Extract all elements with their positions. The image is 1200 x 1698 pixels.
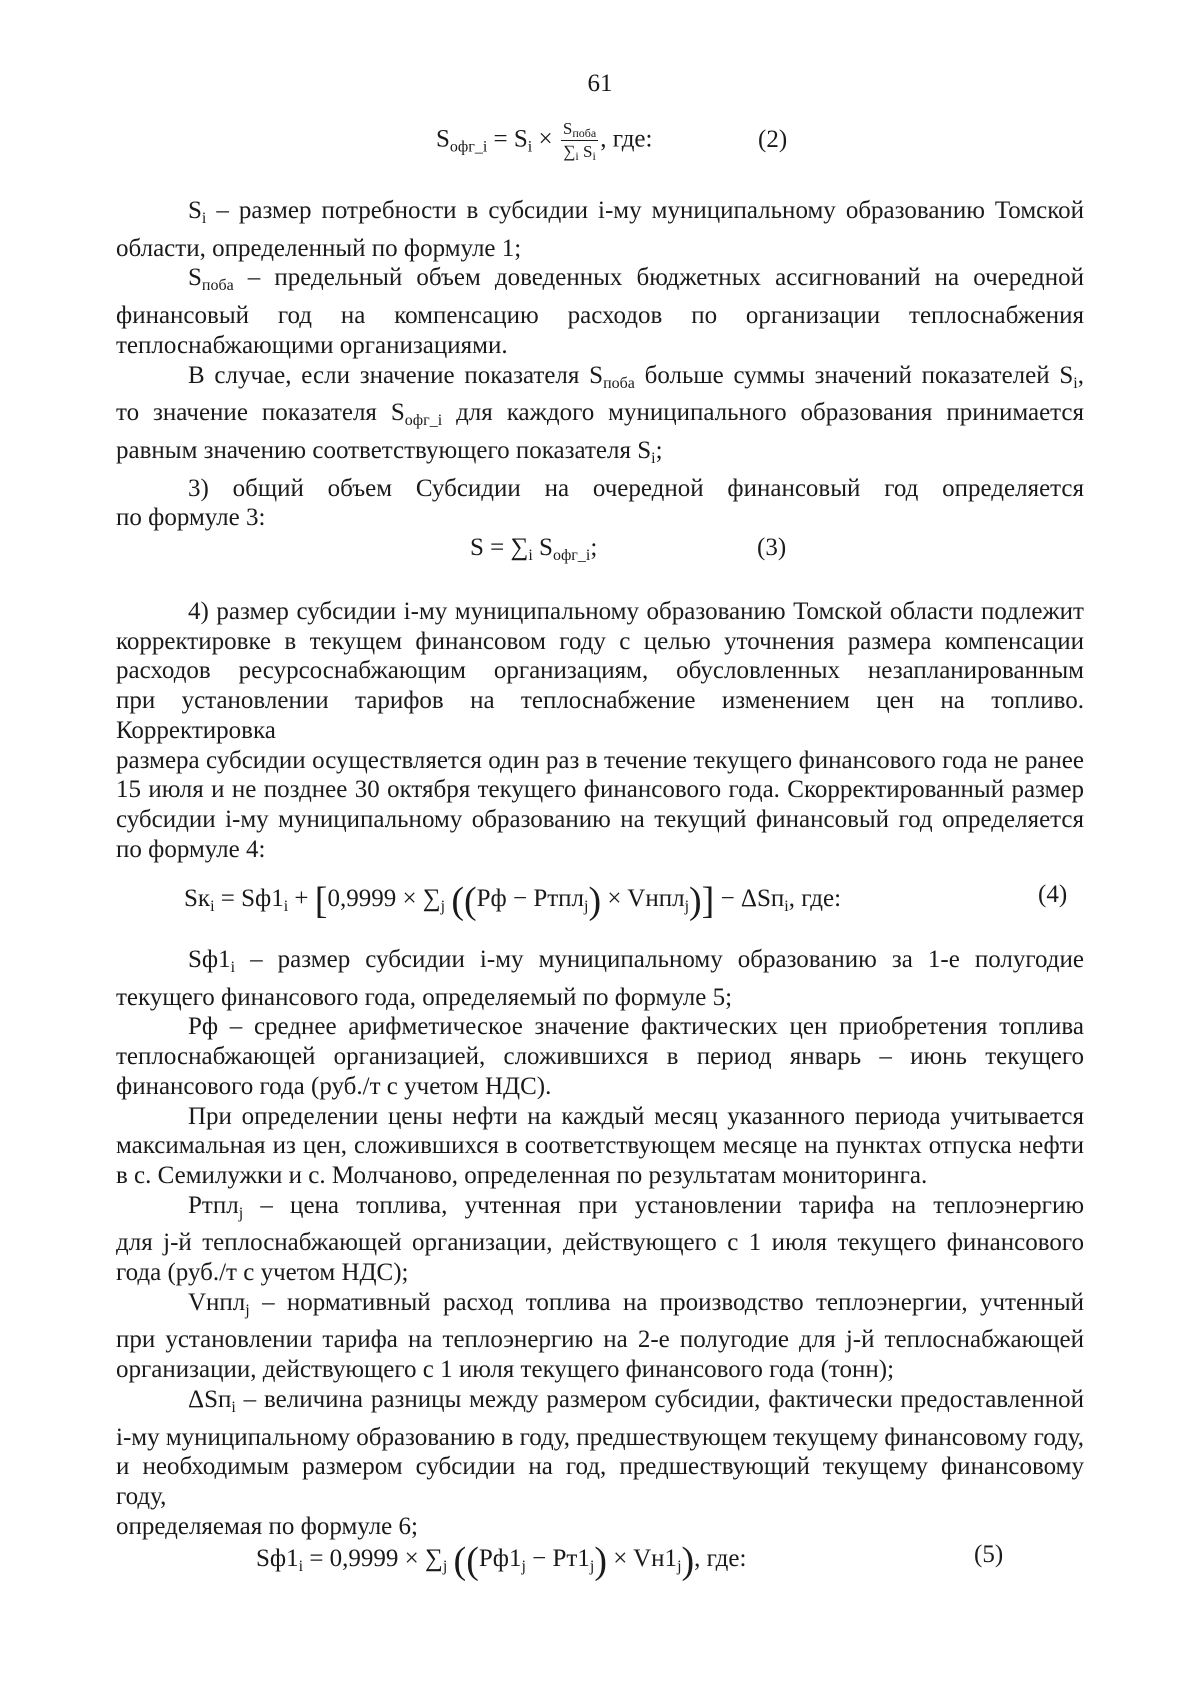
text-subscript: офг_i (404, 412, 443, 430)
formula-subscript: j (521, 1558, 526, 1575)
formula-subscript: j (684, 898, 690, 915)
formula-subscript: поба (572, 126, 597, 140)
text-run: теплоснабжающей организацией, сложившихся в период январь – июнь текущего (116, 1043, 1084, 1071)
formula-tail: , где: (788, 885, 842, 912)
text-line (116, 1325, 1084, 1355)
text-run: , (1077, 361, 1084, 389)
text-subscript: поба (603, 374, 635, 392)
text-run: финансового года (руб./т с учетом НДС). (116, 1072, 552, 1100)
text-line: размера субсидии осуществляется один раз в течение текущего финансового года не ранее (116, 746, 1084, 774)
formula-2-number: (2) (758, 126, 788, 153)
text-line (116, 1423, 1084, 1453)
text-line (116, 234, 1084, 264)
text-line (116, 1042, 1084, 1072)
formula-2 (436, 120, 652, 162)
text-line (116, 1102, 1084, 1132)
text-run: При определении цены нефти на каждый месяц указанного периода учитывается (188, 1102, 1084, 1130)
text-run: – цена топлива, учтенная при установлении тарифа на теплоэнергию (243, 1191, 1084, 1219)
fraction-numerator (561, 120, 598, 141)
text-line (116, 1258, 1084, 1288)
formula-bracket: )] (689, 880, 715, 922)
text-run: при установлении тарифа на теплоэнергию на 2-е полугодие для j-й теплоснабжающей (116, 1326, 1084, 1354)
formula-4-number: (4) (1038, 881, 1068, 908)
text-line (116, 331, 1084, 361)
formula-bracket: [ (314, 880, 328, 922)
text-line (116, 361, 1084, 399)
formula-symbol: Sф1 (256, 1545, 299, 1572)
text-run: Vнпл (188, 1288, 246, 1316)
text-line: 15 июля и не позднее 30 октября текущего финансового года. Скорректированный размер (116, 776, 1084, 804)
text-subscript: i (1073, 374, 1078, 392)
formula-subscript: офг_i (449, 138, 488, 156)
formula-bracket: ) (588, 880, 602, 922)
text-line (116, 1288, 1084, 1326)
text-line: по формуле 4: (116, 835, 266, 863)
formula-subscript: j (677, 1558, 682, 1575)
text-run: S (188, 264, 202, 292)
text-line (116, 474, 1084, 504)
formula-symbol: ; (590, 534, 598, 561)
formula-symbol: Sк (184, 885, 211, 912)
text-subscript: i (651, 449, 656, 467)
text-line (116, 1228, 1084, 1258)
formula-5-number: (5) (974, 1541, 1004, 1568)
text-run: 3) общий объем Субсидии на очередной финансовый год определяется (188, 474, 1084, 502)
page-number: 61 (587, 70, 613, 97)
text-run: области, определенный по формуле 1; (116, 234, 522, 262)
formula-tail: , где: (694, 1545, 747, 1572)
formula-5 (256, 1542, 746, 1580)
text-line (116, 398, 1084, 436)
formula-symbol: S (532, 534, 553, 561)
text-subscript: i (201, 210, 207, 227)
formula-3-number: (3) (757, 534, 787, 561)
text-subscript: i (231, 1398, 236, 1416)
formula-symbol: S (578, 142, 593, 161)
text-line (116, 1355, 1084, 1385)
formula-subscript: j (440, 898, 446, 915)
text-line: корректировке в текущем финансовом году с целью уточнения размера компенсации (116, 627, 1084, 655)
text-run: равным значению соответствующего показателя S (116, 436, 652, 464)
text-subscript: поба (201, 277, 234, 295)
text-subscript: j (238, 1204, 244, 1222)
text-line (116, 436, 1084, 474)
formula-symbol: S = ∑ (470, 534, 529, 561)
formula-bracket: (( (451, 880, 477, 922)
text-run: максимальная из цен, сложившихся в соответствующем месяце на пунктах отпуска нефти (116, 1132, 1084, 1160)
text-line (116, 1512, 1084, 1542)
formula-subscript: i (298, 1558, 304, 1575)
formula-tail: , где: (600, 125, 653, 153)
text-run: Ртпл (188, 1191, 239, 1219)
fraction-denominator (561, 141, 598, 162)
text-line (116, 263, 1084, 301)
text-line (116, 1131, 1084, 1161)
formula-subscript: i (575, 149, 579, 163)
formula-operator: + (288, 885, 315, 912)
formula-bracket: ) (594, 1540, 607, 1582)
text-run: года (руб./т с учетом НДС); (116, 1259, 409, 1287)
formula-symbol: ∑ (563, 142, 576, 161)
text-line (116, 1012, 1084, 1042)
formula-bracket: ) (681, 1540, 695, 1582)
text-run: В случае, если значение показателя S (188, 361, 604, 389)
text-subscript: j (245, 1301, 250, 1319)
text-line (116, 945, 1084, 983)
text-line (116, 1191, 1084, 1229)
formula-subscript: i (784, 898, 789, 915)
text-run: – нормативный расход топлива на производство теплоэнергии, учтенный (249, 1288, 1084, 1316)
text-run: – размер потребности в субсидии i-му муниципальному образованию Томской (206, 197, 1084, 224)
formula-subscript: j (442, 1558, 448, 1575)
formula-symbol: − ΔSп (714, 885, 785, 912)
formula-symbol: × Vн1 (606, 1545, 678, 1572)
text-run: и необходимым размером субсидии на год, предшествующий текущему финансовому году, (116, 1453, 1084, 1510)
text-run: текущего финансового года, определяемый по формуле 5; (116, 983, 733, 1011)
formula-symbol: S (436, 125, 450, 153)
formula-symbol: Рф − Ртпл (476, 885, 585, 912)
text-run: то значение показателя S (116, 399, 405, 427)
text-run: по формуле 3: (116, 504, 266, 532)
formula-subscript: j (584, 898, 589, 915)
formula-subscript: офг_i (552, 547, 591, 564)
text-run: финансовый год на компенсацию расходов по организации теплоснабжения (116, 302, 1084, 330)
text-run: S (188, 197, 202, 224)
text-line (116, 1385, 1084, 1423)
text-line (116, 301, 1084, 331)
formula-subscript: i (592, 149, 596, 163)
formula-subscript: i (528, 547, 533, 564)
formula-bracket: (( (453, 1540, 479, 1582)
text-line: расходов ресурсоснабжающим организациям, обусловленных незапланированным (116, 657, 1084, 685)
paragraph-definitions (116, 945, 1084, 1541)
formula-symbol: 0,9999 × ∑ (327, 885, 441, 912)
text-subscript: i (230, 959, 236, 976)
text-run: – предельный объем доведенных бюджетных ассигнований на очередной (233, 264, 1084, 292)
text-line: при установлении тарифов на теплоснабжение изменением цен на топливо. Корректировка (116, 687, 1084, 744)
text-run: организации, действующего с 1 июля текущего финансового года (тонн); (116, 1356, 895, 1384)
formula-symbol: S (562, 119, 573, 138)
text-run: для j-й теплоснабжающей организации, действующего с 1 июля текущего финансового (116, 1229, 1084, 1257)
text-run: i-му муниципальному образованию в году, предшествующем текущему финансовому году, (116, 1423, 1084, 1451)
text-line (116, 1161, 1084, 1191)
text-run: больше суммы значений показателей S (634, 361, 1074, 389)
formula-symbol: × Vнпл (601, 885, 685, 912)
formula-4 (184, 882, 841, 920)
formula-3 (470, 535, 597, 564)
text-run: – величина разницы между размером субсидии, фактически предоставленной (235, 1385, 1084, 1413)
text-run: Sф1 (188, 946, 231, 973)
formula-symbol: Рф1 (478, 1545, 522, 1572)
formula-subscript: i (527, 138, 533, 156)
formula-symbol: = S (487, 125, 528, 153)
formula-operator: × (532, 125, 559, 153)
text-line (116, 1452, 1084, 1511)
formula-symbol: = 0,9999 × ∑ (303, 1545, 443, 1572)
text-line: 4) размер субсидии i-му муниципальному образованию Томской области подлежит (188, 598, 1084, 625)
formula-subscript: i (283, 898, 289, 915)
formula-fraction (561, 120, 598, 162)
text-line (116, 1072, 1084, 1102)
text-run: – размер субсидии i-му муниципальному образованию за 1-е полугодие (235, 946, 1084, 973)
formula-symbol: − Рт1 (525, 1545, 590, 1572)
formula-subscript: j (589, 1558, 595, 1575)
text-line (116, 983, 1084, 1013)
text-run: теплоснабжающими организациями. (116, 331, 508, 359)
text-run: ΔSп (188, 1385, 232, 1413)
formula-subscript: i (210, 898, 215, 915)
text-run: для каждого муниципального образования принимается (442, 399, 1085, 427)
text-run: Рф – среднее арифметическое значение фактических цен приобретения топлива (188, 1013, 1084, 1041)
text-line: субсидии i-му муниципальному образованию на текущий финансовый год определяется (116, 805, 1084, 833)
paragraph-block-1 (116, 196, 1084, 533)
text-run: определяемая по формуле 6; (116, 1512, 418, 1540)
text-run: в с. Семилужки и с. Молчаново, определенная по результатам мониторинга. (116, 1161, 928, 1189)
text-line (116, 196, 1084, 234)
text-run: ; (655, 436, 663, 464)
paragraph-4 (116, 597, 1084, 864)
text-line (116, 503, 1084, 533)
formula-symbol: = Sф1 (214, 885, 284, 912)
